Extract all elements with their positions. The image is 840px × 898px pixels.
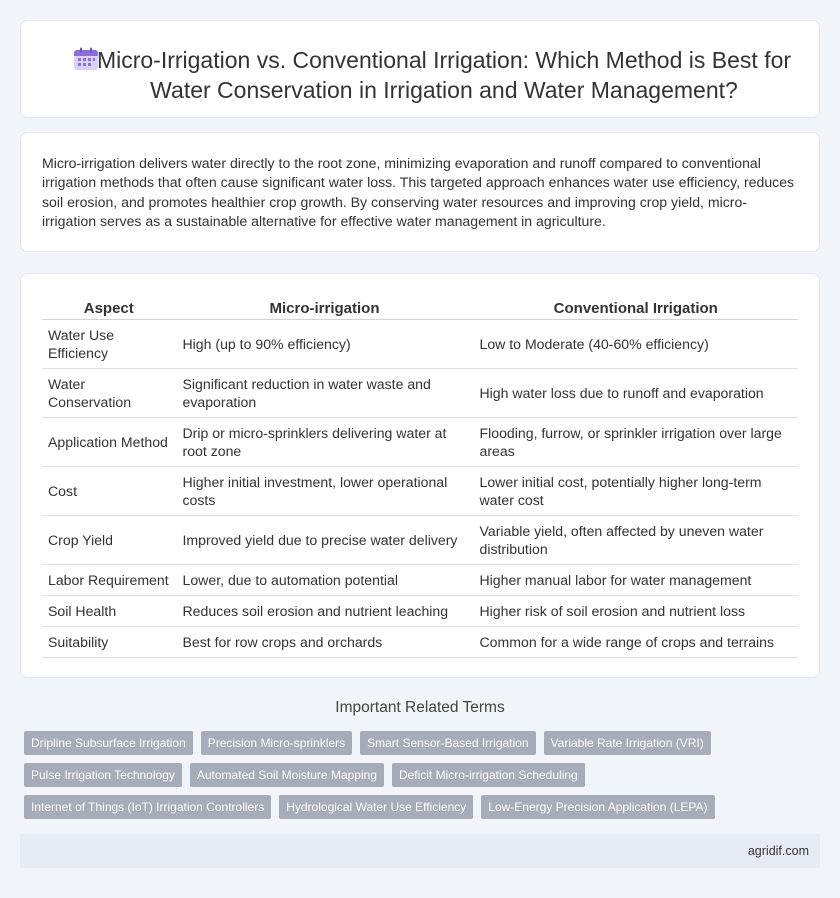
- tag-row: [24, 763, 824, 787]
- table-cell-conventional: Low to Moderate (40-60% efficiency): [473, 319, 798, 368]
- table-cell-aspect: Cost: [42, 466, 176, 515]
- intro-paragraph: Micro-irrigation delivers water directly to the root zone, minimizing evaporation and runoff compared to conventional irrigation methods that often cause significant water loss. This targeted approach enhances water use efficiency, reduces soil erosion, and promotes healthier crop growth. By conserving water resources and improving crop yield, micro-irrigation serves as a sustainable alternative for effective water management in agriculture.: [42, 155, 795, 229]
- table-cell-conventional: Lower initial cost, potentially higher long-term water cost: [473, 466, 798, 515]
- table-cell-aspect: Application Method: [42, 417, 176, 466]
- table-row: [42, 368, 798, 417]
- tag-row: [24, 731, 824, 755]
- header-aspect: Aspect: [42, 294, 176, 319]
- table-cell-micro: Significant reduction in water waste and evaporation: [176, 368, 473, 417]
- tag-iot-irrigation-controllers[interactable]: Internet of Things (IoT) Irrigation Controllers: [24, 795, 271, 819]
- table-cell-aspect: Labor Requirement: [42, 564, 176, 595]
- comparison-table: [42, 294, 798, 658]
- table-row: [42, 466, 798, 515]
- table-row: [42, 626, 798, 657]
- title-card: [20, 20, 820, 118]
- table-header-row: [42, 294, 798, 319]
- table-cell-micro: Higher initial investment, lower operational costs: [176, 466, 473, 515]
- page-title: Micro-Irrigation vs. Conventional Irrigation: Which Method is Best for Water Conservation in Irrigation and Water Management?: [96, 47, 792, 103]
- tag-automated-soil-moisture-mapping[interactable]: Automated Soil Moisture Mapping: [190, 763, 384, 787]
- tag-smart-sensor-based-irrigation[interactable]: Smart Sensor-Based Irrigation: [360, 731, 535, 755]
- table-cell-micro: Reduces soil erosion and nutrient leaching: [176, 595, 473, 626]
- table-cell-aspect: Water Use Efficiency: [42, 319, 176, 368]
- table-cell-micro: Best for row crops and orchards: [176, 626, 473, 657]
- header-conventional-irrigation: Conventional Irrigation: [473, 294, 798, 319]
- related-terms-list: [24, 731, 824, 827]
- footer-site-link[interactable]: agridif.com: [747, 844, 809, 858]
- tag-dripline-subsurface-irrigation[interactable]: Dripline Subsurface Irrigation: [24, 731, 193, 755]
- table-cell-conventional: Higher risk of soil erosion and nutrient loss: [473, 595, 798, 626]
- table-cell-conventional: Variable yield, often affected by uneven water distribution: [473, 515, 798, 564]
- tag-row: [24, 795, 824, 819]
- tag-lepa[interactable]: Low-Energy Precision Application (LEPA): [481, 795, 714, 819]
- tag-hydrological-water-use-efficiency[interactable]: Hydrological Water Use Efficiency: [279, 795, 473, 819]
- tag-precision-micro-sprinklers[interactable]: Precision Micro-sprinklers: [201, 731, 352, 755]
- table-cell-conventional: Common for a wide range of crops and terrains: [473, 626, 798, 657]
- table-cell-micro: Lower, due to automation potential: [176, 564, 473, 595]
- header-micro-irrigation: Micro-irrigation: [176, 294, 473, 319]
- footer: [20, 834, 820, 868]
- table-cell-micro: Drip or micro-sprinklers delivering water at root zone: [176, 417, 473, 466]
- comparison-card: [20, 273, 820, 678]
- table-cell-conventional: Higher manual labor for water management: [473, 564, 798, 595]
- intro-card: [20, 132, 820, 252]
- table-cell-micro: High (up to 90% efficiency): [176, 319, 473, 368]
- table-cell-aspect: Soil Health: [42, 595, 176, 626]
- table-cell-aspect: Water Conservation: [42, 368, 176, 417]
- table-row: [42, 595, 798, 626]
- tag-pulse-irrigation-technology[interactable]: Pulse Irrigation Technology: [24, 763, 182, 787]
- table-row: [42, 515, 798, 564]
- table-row: [42, 564, 798, 595]
- tag-deficit-micro-irrigation-scheduling[interactable]: Deficit Micro-irrigation Scheduling: [392, 763, 585, 787]
- table-cell-aspect: Crop Yield: [42, 515, 176, 564]
- table-cell-conventional: High water loss due to runoff and evaporation: [473, 368, 798, 417]
- table-cell-aspect: Suitability: [42, 626, 176, 657]
- related-terms-heading: Important Related Terms: [335, 699, 505, 716]
- table-cell-micro: Improved yield due to precise water delivery: [176, 515, 473, 564]
- tag-variable-rate-irrigation[interactable]: Variable Rate Irrigation (VRI): [544, 731, 711, 755]
- table-row: [42, 319, 798, 368]
- table-cell-conventional: Flooding, furrow, or sprinkler irrigation over large areas: [473, 417, 798, 466]
- table-row: [42, 417, 798, 466]
